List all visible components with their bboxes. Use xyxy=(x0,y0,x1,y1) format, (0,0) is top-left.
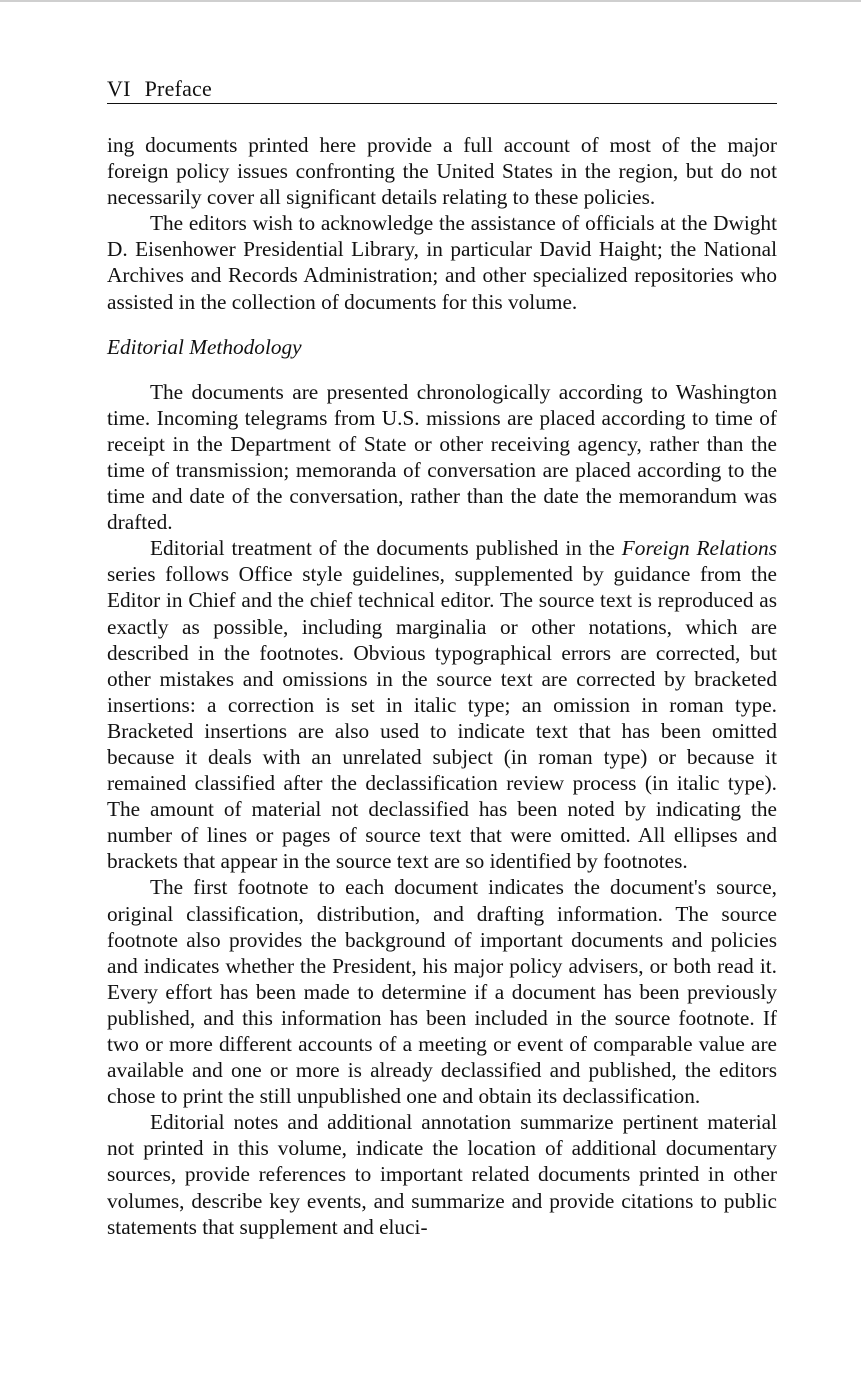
paragraph-lead: Editorial treatment of the documents published in the xyxy=(150,536,615,561)
paragraph-acknowledgements: The editors wish to acknowledge the assistance of officials at the Dwight D. Eisenhower Presidential Library, in particular David Haight; the National Archives and Records Administration; and other specialized repositories who assisted in the collection of documents for this volume. xyxy=(107,211,777,314)
section-heading-editorial-methodology: Editorial Methodology xyxy=(107,334,302,359)
paragraph-rest: series follows Office style guidelines, supplemented by guidance from the Editor in Chief and the chief technical editor. The source text is reproduced as exactly as possible, including marginalia or other notations, which are described in the footnotes. Obvious typographical errors are corrected, but other mistakes and omissions in the source text are corrected by bracketed insertions: a correction is set in italic type; an omission in roman type. Bracketed insertions are also used to indicate text that has been omitted because it deals with an unrelated subject (in roman type) or because it remained classified after the declassification review process (in italic type). The amount of material not declassified has been noted by indicating the number of lines or pages of source text that were omitted. All ellipses and brackets that appear in the source text are so identified by footnotes. xyxy=(107,562,777,874)
paragraph-footnotes: The first footnote to each document indicates the document's source, original classification, distribution, and drafting information. The source footnote also provides the background of important documents and policies and indicates whether the President, his major policy advisers, or both read it. Every effort has been made to determine if a document has been previously published, and this information has been included in the source footnote. If two or more different accounts of a meeting or event of comparable value are available and one or more is already declassified and published, the editors chose to print the still unpublished one and obtain its declassification. xyxy=(107,875,777,1109)
running-head-title: Preface xyxy=(144,76,212,101)
page-folio: VI xyxy=(107,76,131,101)
paragraph-continued: ing documents printed here provide a full account of most of the major foreign policy issues confronting the United States in the region, but do not necessarily cover all significant details relating to these policies. xyxy=(107,133,777,210)
running-head xyxy=(107,76,777,104)
series-title: Foreign Relations xyxy=(621,536,777,561)
paragraph-editorial-treatment xyxy=(107,535,777,874)
body-text xyxy=(107,132,777,1240)
document-page xyxy=(107,76,777,1240)
page-top-edge xyxy=(0,0,861,2)
paragraph-chronology: The documents are presented chronologically according to Washington time. Incoming telegrams from U.S. missions are placed according to time of receipt in the Department of State or other receiving agency, rather than the time of transmission; memoranda of conversation are placed according to the time and date of the conversation, rather than the date the memorandum was drafted. xyxy=(107,379,777,535)
paragraph-editorial-notes: Editorial notes and additional annotation summarize pertinent material not printed in this volume, indicate the location of additional documentary sources, provide references to important related documents printed in other volumes, describe key events, and summarize and provide citations to public statements that supplement and eluci- xyxy=(107,1110,777,1239)
